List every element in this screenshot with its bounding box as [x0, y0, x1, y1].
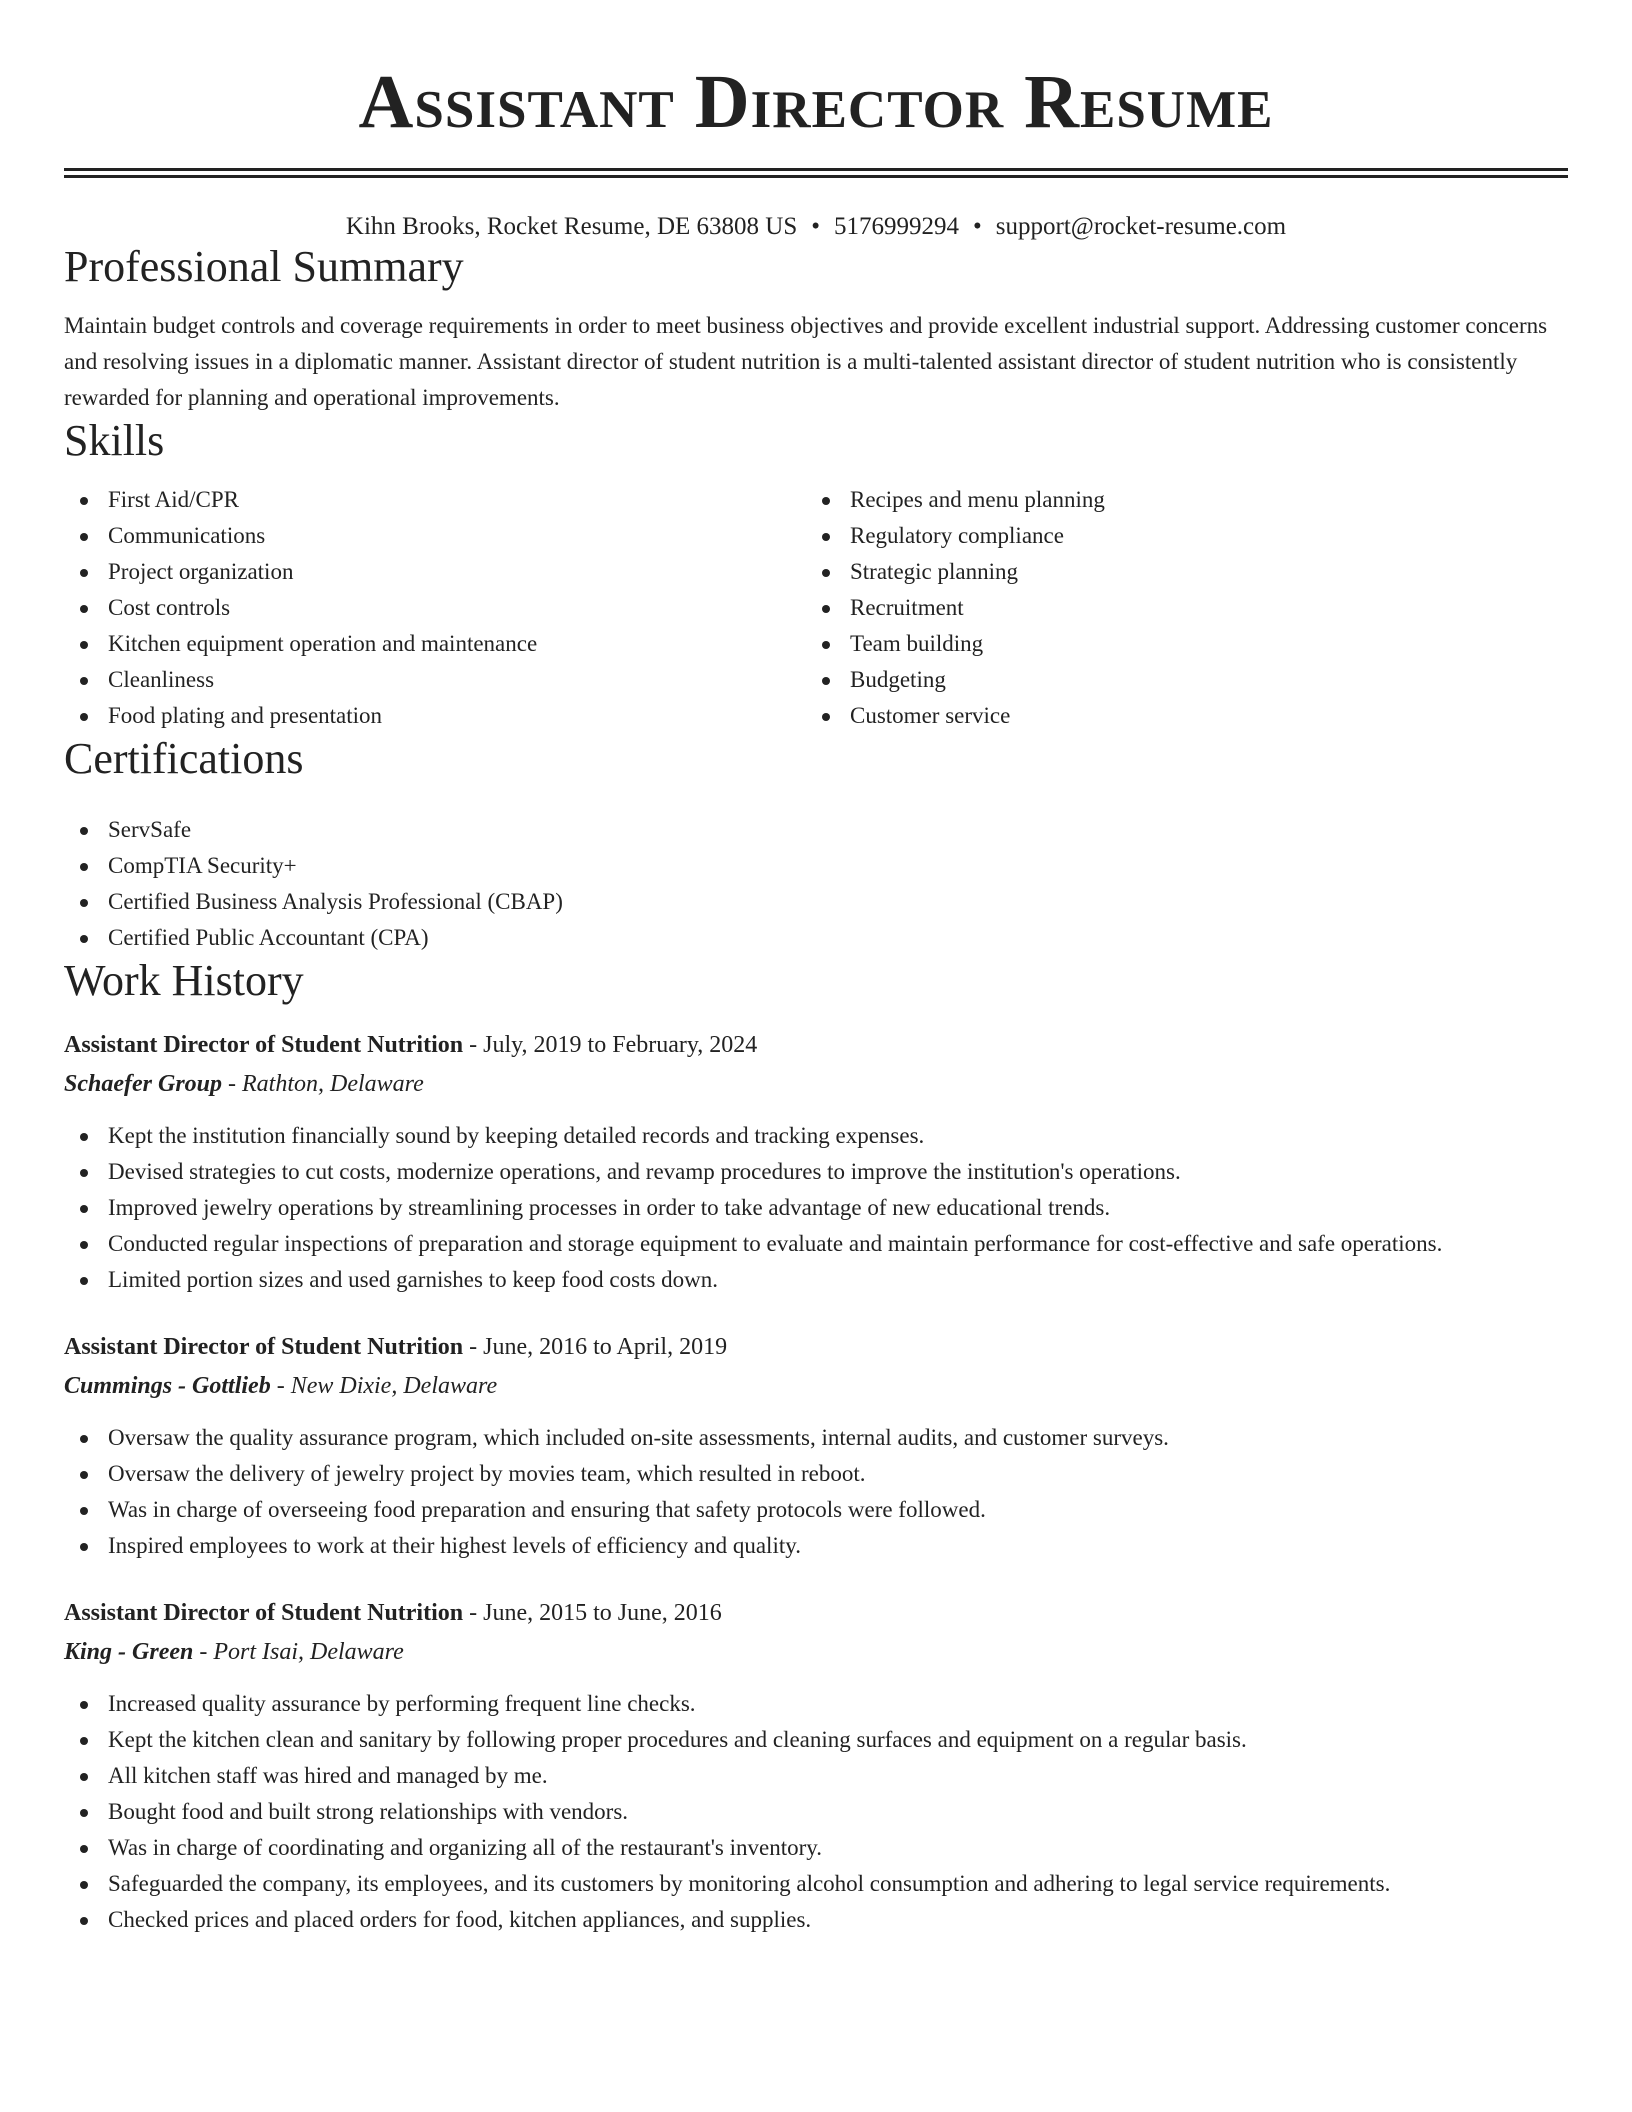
skills-list-left: [64, 482, 806, 734]
bullet-icon: [80, 899, 88, 907]
bullet-icon: [80, 1809, 88, 1817]
list-item: [64, 1190, 1568, 1226]
list-item-text: CompTIA Security+: [108, 853, 297, 878]
job-title-line: [64, 1328, 1568, 1366]
list-item-text: Bought food and built strong relationships with vendors.: [108, 1799, 629, 1824]
bullet-icon: [80, 935, 88, 943]
job-dates: - June, 2016 to April, 2019: [463, 1334, 728, 1360]
job-company-line: [64, 1366, 1568, 1406]
job-title: Assistant Director of Student Nutrition: [64, 1600, 464, 1626]
list-item-text: Food plating and presentation: [108, 703, 383, 728]
list-item: [806, 518, 1548, 554]
bullet-icon: [822, 713, 830, 721]
list-item-text: Regulatory compliance: [850, 523, 1064, 548]
list-item: [64, 1226, 1568, 1262]
bullet-icon: [822, 641, 830, 649]
job-entry: [64, 1328, 1568, 1564]
skills-heading: Skills: [64, 416, 165, 465]
bullet-icon: [80, 677, 88, 685]
job-title: Assistant Director of Student Nutrition: [64, 1334, 464, 1360]
bullet-icon: [822, 497, 830, 505]
list-item: [64, 1456, 1568, 1492]
list-item-text: Strategic planning: [850, 559, 1018, 584]
list-item-text: ServSafe: [108, 817, 192, 842]
list-item-text: Recipes and menu planning: [850, 487, 1105, 512]
contact-email[interactable]: support@rocket-resume.com: [995, 213, 1287, 240]
work-history-heading: Work History: [64, 956, 304, 1005]
list-item: [64, 812, 1568, 848]
job-entry: [64, 1594, 1568, 1938]
contact-address: Kihn Brooks, Rocket Resume, DE 63808 US: [345, 213, 798, 240]
certifications-heading: Certifications: [64, 734, 304, 783]
job-location: - Port Isai, Delaware: [193, 1639, 404, 1665]
bullet-icon: [822, 533, 830, 541]
bullet-icon: [822, 677, 830, 685]
list-item: [64, 482, 806, 518]
certifications-list: [64, 812, 1568, 956]
bullet-icon: [80, 1241, 88, 1249]
bullet-icon: [80, 863, 88, 871]
bullet-icon: [80, 641, 88, 649]
list-item-text: Devised strategies to cut costs, modernize operations, and revamp procedures to improve the institution's operations.: [108, 1159, 1181, 1184]
list-item-text: Was in charge of coordinating and organizing all of the restaurant's inventory.: [108, 1835, 823, 1860]
list-item-text: Certified Business Analysis Professional (CBAP): [108, 889, 563, 914]
list-item: [64, 1758, 1568, 1794]
bullet-icon: [80, 827, 88, 835]
list-item-text: Oversaw the quality assurance program, which included on-site assessments, internal audits, and customer surveys.: [108, 1425, 1169, 1450]
list-item: [806, 590, 1548, 626]
list-item: [806, 626, 1548, 662]
list-item: [64, 590, 806, 626]
job-bullet-list: [64, 1118, 1568, 1298]
list-item-text: Checked prices and placed orders for food, kitchen appliances, and supplies.: [108, 1907, 812, 1932]
list-item: [64, 1830, 1568, 1866]
bullet-icon: [80, 1737, 88, 1745]
list-item: [64, 1902, 1568, 1938]
job-company: King - Green: [64, 1639, 194, 1665]
list-item-text: Was in charge of overseeing food preparation and ensuring that safety protocols were followed.: [108, 1497, 986, 1522]
list-item-text: Conducted regular inspections of preparation and storage equipment to evaluate and maintain performance for cost-effective and safe operations.: [108, 1231, 1443, 1256]
list-item-text: Improved jewelry operations by streamlining processes in order to take advantage of new educational trends.: [108, 1195, 1111, 1220]
contact-separator: •: [973, 213, 982, 240]
skills-list-right: [806, 482, 1548, 734]
list-item-text: Inspired employees to work at their highest levels of efficiency and quality.: [108, 1533, 801, 1558]
list-item-text: Oversaw the delivery of jewelry project by movies team, which resulted in reboot.: [108, 1461, 866, 1486]
list-item: [64, 1118, 1568, 1154]
bullet-icon: [80, 1881, 88, 1889]
list-item-text: Cost controls: [108, 595, 231, 620]
job-title-line: [64, 1026, 1568, 1064]
job-bullet-list: [64, 1686, 1568, 1938]
list-item: [64, 920, 1568, 956]
list-item-text: Certified Public Accountant (CPA): [108, 925, 429, 950]
list-item: [64, 1262, 1568, 1298]
job-dates: - July, 2019 to February, 2024: [463, 1032, 758, 1058]
bullet-icon: [80, 1701, 88, 1709]
job-location: - Rathton, Delaware: [222, 1071, 424, 1097]
list-item: [806, 482, 1548, 518]
job-bullet-list: [64, 1420, 1568, 1564]
bullet-icon: [80, 1543, 88, 1551]
bullet-icon: [80, 713, 88, 721]
list-item: [64, 1686, 1568, 1722]
list-item-text: Kitchen equipment operation and maintenance: [108, 631, 538, 656]
bullet-icon: [80, 1169, 88, 1177]
list-item-text: All kitchen staff was hired and managed by me.: [108, 1763, 548, 1788]
list-item: [806, 698, 1548, 734]
list-item: [64, 518, 806, 554]
bullet-icon: [80, 1133, 88, 1141]
bullet-icon: [80, 569, 88, 577]
list-item-text: Limited portion sizes and used garnishes to keep food costs down.: [108, 1267, 719, 1292]
job-company-line: [64, 1632, 1568, 1672]
list-item-text: Safeguarded the company, its employees, and its customers by monitoring alcohol consumption and adhering to legal service requirements.: [108, 1871, 1391, 1896]
list-item-text: Team building: [850, 631, 984, 656]
list-item: [64, 1528, 1568, 1564]
job-company-line: [64, 1064, 1568, 1104]
bullet-icon: [80, 533, 88, 541]
list-item: [64, 626, 806, 662]
list-item: [64, 1866, 1568, 1902]
list-item: [64, 1154, 1568, 1190]
bullet-icon: [80, 1507, 88, 1515]
list-item: [806, 662, 1548, 698]
list-item: [64, 662, 806, 698]
list-item: [64, 1420, 1568, 1456]
skills-columns: [64, 482, 1568, 734]
list-item: [64, 1722, 1568, 1758]
list-item: [64, 884, 1568, 920]
bullet-icon: [80, 1917, 88, 1925]
summary-text: Maintain budget controls and coverage requirements in order to meet business objectives and provide excellent industrial support. Addressing customer concerns and resolving issues in a diplomatic manner. Assistant director of student nutrition is a multi-talented assistant director of student nutrition who is consistently rewarded for planning and operational improvements.: [64, 313, 1548, 410]
list-item-text: Kept the institution financially sound by keeping detailed records and tracking expenses.: [108, 1123, 925, 1148]
list-item-text: Cleanliness: [108, 667, 215, 692]
list-item: [64, 1794, 1568, 1830]
list-item: [64, 554, 806, 590]
list-item-text: Customer service: [850, 703, 1011, 728]
list-item: [64, 698, 806, 734]
summary-heading: Professional Summary: [64, 242, 464, 291]
bullet-icon: [822, 569, 830, 577]
bullet-icon: [80, 1435, 88, 1443]
contact-phone: 5176999294: [834, 213, 960, 240]
list-item: [64, 848, 1568, 884]
job-dates: - June, 2015 to June, 2016: [463, 1600, 722, 1626]
list-item-text: Recruitment: [850, 595, 964, 620]
bullet-icon: [80, 1205, 88, 1213]
list-item: [64, 1492, 1568, 1528]
bullet-icon: [80, 605, 88, 613]
list-item-text: Project organization: [108, 559, 294, 584]
title-divider: [64, 168, 1568, 178]
list-item-text: Kept the kitchen clean and sanitary by following proper procedures and cleaning surfaces and equipment on a regular basis.: [108, 1727, 1247, 1752]
contact-separator: •: [811, 213, 821, 240]
job-title: Assistant Director of Student Nutrition: [64, 1032, 464, 1058]
job-location: - New Dixie, Delaware: [270, 1373, 498, 1399]
job-company: Schaefer Group: [64, 1071, 223, 1097]
list-item-text: Communications: [108, 523, 266, 548]
bullet-icon: [80, 497, 88, 505]
bullet-icon: [822, 605, 830, 613]
list-item-text: Increased quality assurance by performing frequent line checks.: [108, 1691, 696, 1716]
list-item-text: First Aid/CPR: [108, 487, 240, 512]
bullet-icon: [80, 1773, 88, 1781]
bullet-icon: [80, 1277, 88, 1285]
resume-title: Assistant Director Resume: [358, 60, 1274, 144]
bullet-icon: [80, 1471, 88, 1479]
job-entry: [64, 1026, 1568, 1298]
bullet-icon: [80, 1845, 88, 1853]
list-item: [806, 554, 1548, 590]
contact-line: [64, 212, 1568, 242]
list-item-text: Budgeting: [850, 667, 946, 692]
job-title-line: [64, 1594, 1568, 1632]
job-company: Cummings - Gottlieb: [64, 1373, 271, 1399]
